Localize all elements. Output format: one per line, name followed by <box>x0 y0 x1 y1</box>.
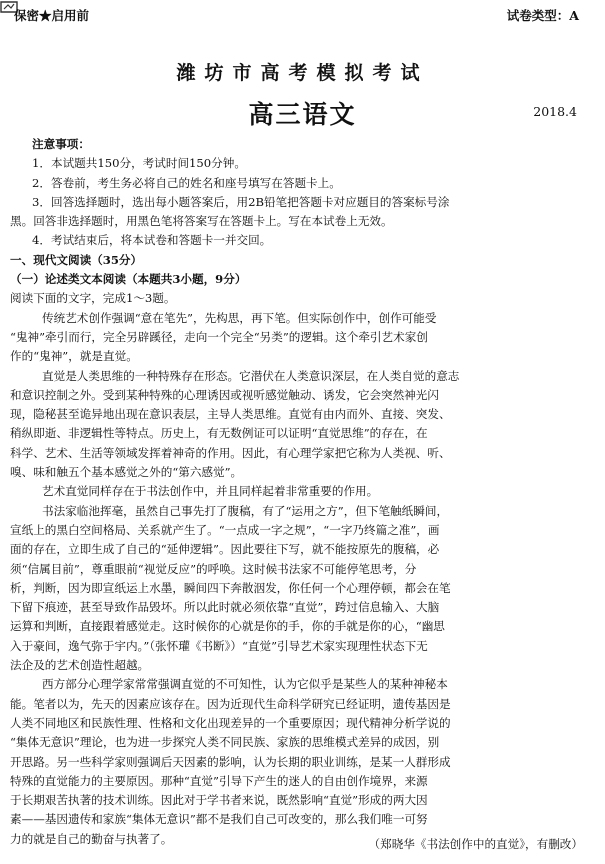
article-line: 宣纸上的黑白空间格局、关系就产生了。“一点成一字之规”，“一字乃终篇之准”，画 <box>10 522 440 537</box>
exam-title: 潍坊市高考模拟考试 <box>176 62 429 84</box>
note-item: 4．考试结束后，将本试卷和答题卡一并交回。 <box>32 233 272 248</box>
article-line: 法企及的艺术创造性超越。 <box>10 658 150 673</box>
paper-type-label: 试卷类型：A <box>506 8 579 23</box>
reading-instruction: 阅读下面的文字，完成1～3题。 <box>10 291 176 306</box>
confidential-label: 保密★启用前 <box>14 8 90 23</box>
article-line: 稍纵即逝、非逻辑性等特点。历史上，有无数例证可以证明“直觉思维”的存在，在 <box>10 426 428 441</box>
article-line: 书法家临池挥毫，虽然自己事先打了腹稿，有了“运用之方”，但下笔触纸瞬间， <box>42 503 449 518</box>
article-line: 于长期艰苦执著的技术训练。因此对于学书者来说，既然影响“直觉”形成的两大因 <box>10 793 428 808</box>
article-line: 面的存在，立即生成了自己的“延伸逻辑”。因此要往下写，就不能按原先的腹稿，必 <box>10 542 440 557</box>
article-line: 析，判断，因为即宣纸运上水墨，瞬间四下奔散洇发，你任何一个心理停顿，都会在笔 <box>10 580 451 595</box>
article-line: 科学、艺术、生活等领域发挥着神奇的作用。因此，有心理学家把它称为人类视、听、 <box>10 445 451 460</box>
article-line: 人类不同地区和民族性理、性格和文化出现差异的一个重要原因；现代精神分析学说的 <box>10 715 451 730</box>
article-line: 运算和判断，直接跟着感觉走。这时候你的心就是你的手，你的手就是你的心，“幽思 <box>10 619 445 634</box>
note-item: 2．答卷前，考生务必将自己的姓名和座号填写在答题卡上。 <box>32 175 341 190</box>
note-item: 黑。回答非选择题时，用黑色笔将答案写在答题卡上。写在本试卷上无效。 <box>10 214 393 229</box>
article-line: 西方部分心理学家常常强调直觉的不可知性，认为它似乎是某些人的某种神秘本 <box>42 677 448 692</box>
article-line: 嗅、味和触五个基本感觉之外的“第六感觉”。 <box>10 465 243 480</box>
article-line: 入于豪间，逸气弥于宇内。”（张怀瓘《书断》）“直觉”引导艺术家实现理性状态下无 <box>10 638 428 653</box>
article-line: 下留下痕迹，甚至导致作品毁坏。所以此时就必须依靠“直觉”，跨过信息输入、大脑 <box>10 600 440 615</box>
paper-body <box>10 135 590 849</box>
article-line: 特殊的直觉能力的主要原因。那种“直觉”引导下产生的迷人的自由创作境界，来源 <box>10 773 428 788</box>
exam-date: 2018.4 <box>533 104 577 119</box>
article-line: 开思路。另一些科学家则强调后天因素的影响，认为长期的职业训练，是某一人群形成 <box>10 754 451 769</box>
article-line: 素——基因遗传和家族“集体无意识”都不是我们自己可改变的，那么我们唯一可努 <box>10 812 428 827</box>
note-item: 1．本试题共150分，考试时间150分钟。 <box>32 156 246 171</box>
article-line: “鬼神”牵引而行，完全另辟蹊径，走向一个完全“另类”的逻辑。这个牵引艺术家创 <box>10 329 428 344</box>
article-line: 现，隐秘甚至诡异地出现在意识表层，主导人类思维。直觉有由内而外、直接、突发、 <box>10 407 451 422</box>
note-item: 3．回答选择题时，选出每小题答案后，用2B铅笔把答题卡对应题目的答案标号涂 <box>32 194 450 209</box>
article-line: 须“信属目前”，尊重眼前“视觉反应”的呼唤。这时候书法家不可能停笔思考，分 <box>10 561 417 576</box>
article-line: 作的“鬼神”，就是直觉。 <box>10 349 138 364</box>
part-title: （一）论述类文本阅读（本题共3小题，9分） <box>10 272 247 287</box>
article-line: 直觉是人类思维的一种特殊存在形态。它潜伏在人类意识深层，在人类自觉的意志 <box>42 368 460 383</box>
article-line: 力的就是自己的勤奋与执著了。 <box>10 831 173 846</box>
article-source: （郑晓华《书法创作中的直觉》，有删改） <box>368 837 583 851</box>
section-title: 一、现代文阅读（35分） <box>10 252 143 267</box>
article-line: 能。笔者以为，先天的因素应该存在。因为近现代生命科学研究已经证明，遗传基因是 <box>10 696 451 711</box>
article-line: 艺术直觉同样存在于书法创作中，并且同样起着非常重要的作用。 <box>42 484 379 499</box>
article-line: 传统艺术创作强调“意在笔先”，先构思，再下笔。但实际创作中，创作可能受 <box>42 310 437 325</box>
article-line: “集体无意识”理论，也为进一步探究人类不同民族、家族的思维模式差异的成因，别 <box>10 735 440 750</box>
subject-title: 高三语文 <box>248 100 357 129</box>
article-line: 和意识控制之外。受到某种特殊的心理诱因或视听感觉触动、诱发，它会突然神光闪 <box>10 387 439 402</box>
notes-heading: 注意事项： <box>32 137 90 151</box>
